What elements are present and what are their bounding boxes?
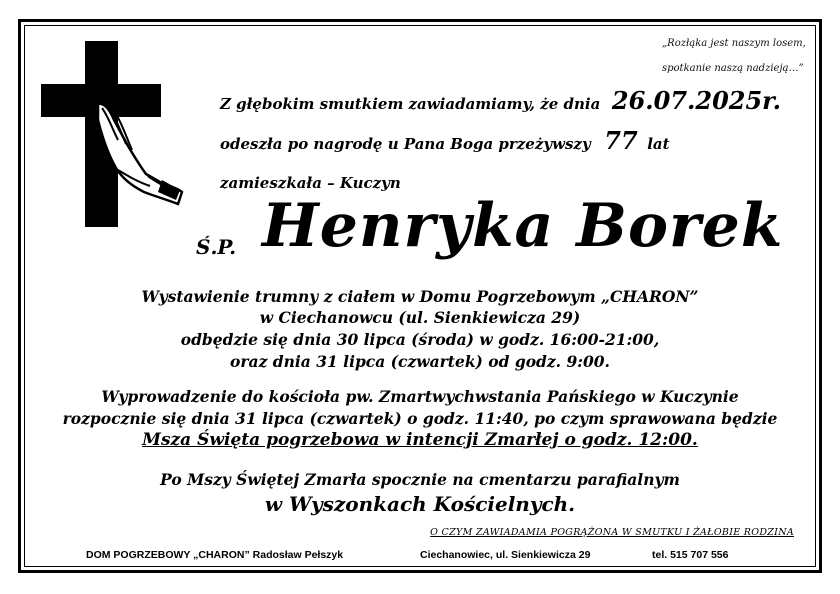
age-unit: lat (647, 135, 670, 153)
family-note: O CZYM ZAWIADAMIA POGRĄŻONA W SMUTKU I ŻAŁOBIE RODZINA (430, 527, 794, 538)
viewing-line-4: oraz dnia 31 lipca (czwartek) od godz. 9:00. (230, 352, 610, 371)
age-years: 77 (604, 126, 638, 155)
mass-line: Msza Święta pogrzebowa w intencji Zmarłej o godz. 12:00. (142, 430, 698, 450)
viewing-line-1: Wystawienie trumny z ciałem w Domu Pogrzebowym „CHARON” (141, 287, 699, 306)
death-date: 26.07.2025r. (611, 86, 781, 115)
intro-line (220, 86, 781, 115)
deceased-name: Henryka Borek (262, 191, 784, 261)
viewing-line-3: odbędzie się dnia 30 lipca (środa) w godz. 16:00-21:00, (180, 330, 660, 349)
viewing-line-2: w Ciechanowcu (ul. Sienkiewicza 29) (259, 308, 581, 327)
deceased-prefix: Ś.P. (196, 235, 237, 259)
burial-line: Po Mszy Świętej Zmarła spocznie na cmentarzu parafialnym (160, 470, 680, 489)
age-text: odeszła po nagrodę u Pana Boga przeżywszy (220, 135, 591, 153)
quote-line-2: spotkanie naszą nadzieją…” (662, 63, 804, 74)
footer-address: Ciechanowiec, ul. Sienkiewicza 29 (420, 549, 591, 561)
procession-line-2: rozpocznie się dnia 31 lipca (czwartek) o godz. 11:40, po czym sprawowana będzie (62, 409, 778, 428)
footer-company: DOM POGRZEBOWY „CHARON” Radosław Pełszyk (86, 549, 344, 561)
procession-line-1: Wyprowadzenie do kościoła pw. Zmartwychwstania Pańskiego w Kuczynie (101, 387, 739, 406)
footer-phone: tel. 515 707 556 (652, 549, 729, 561)
burial-place: w Wyszonkach Kościelnych. (264, 492, 576, 516)
age-line (220, 126, 670, 155)
praying-hands-icon (88, 96, 188, 206)
intro-text: Z głębokim smutkiem zawiadamiamy, że dnia (220, 95, 601, 113)
quote-line-1: „Rozłąka jest naszym losem, (662, 38, 806, 49)
residence: zamieszkała – Kuczyn (220, 174, 401, 192)
